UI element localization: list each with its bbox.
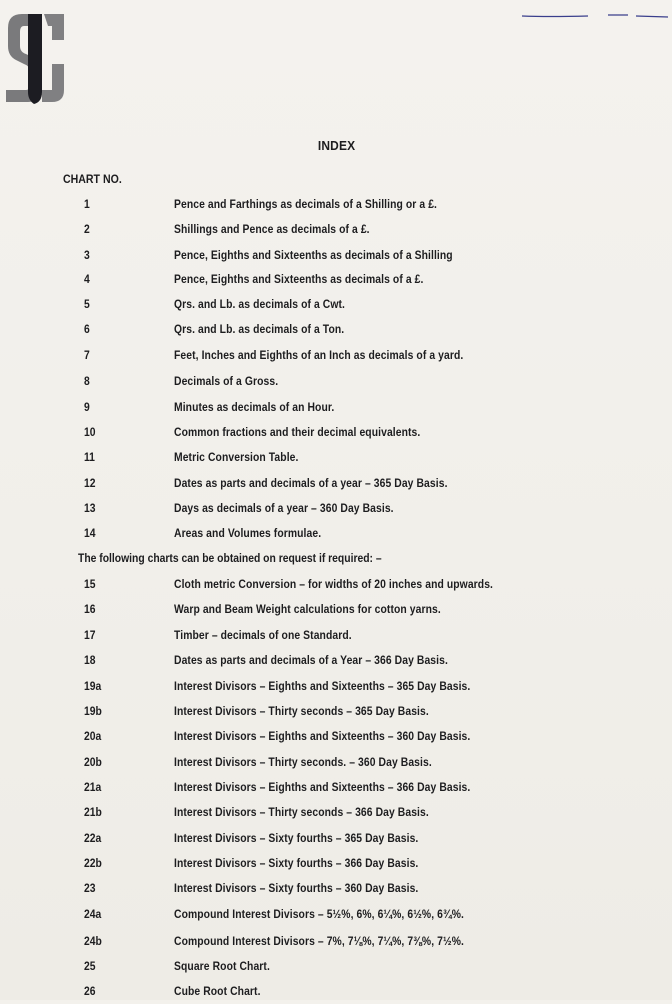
chart-description: Common fractions and their decimal equivalents. — [174, 427, 421, 439]
logo-dark-stroke — [28, 14, 42, 104]
chart-description: Compound Interest Divisors – 7%, 7⅛%, 7¼%, 7⅜%, 7½%. — [174, 936, 464, 948]
chart-number: 11 — [84, 452, 95, 464]
chart-description: Areas and Volumes formulae. — [174, 528, 322, 540]
chart-number: 26 — [84, 986, 96, 998]
index-entry — [0, 324, 672, 342]
chart-number: 25 — [84, 961, 96, 973]
chart-number: 16 — [84, 604, 96, 616]
chart-description: Interest Divisors – Eighths and Sixteenths – 366 Day Basis. — [174, 782, 471, 794]
sc-logo — [2, 12, 66, 104]
on-request-note: The following charts can be obtained on request if required: – — [78, 553, 382, 565]
column-header-chart-no: CHART NO. — [63, 174, 122, 186]
index-entry — [0, 350, 672, 368]
chart-description: Interest Divisors – Thirty seconds. – 360 Day Basis. — [174, 757, 432, 769]
chart-description: Decimals of a Gross. — [174, 376, 279, 388]
index-entry — [0, 731, 672, 749]
index-entry — [0, 604, 672, 622]
chart-number: 1 — [84, 199, 90, 211]
index-entry — [0, 199, 672, 217]
chart-number: 15 — [84, 579, 96, 591]
chart-number: 7 — [84, 350, 90, 362]
chart-number: 18 — [84, 655, 96, 667]
page-title: INDEX — [317, 138, 356, 153]
chart-number: 8 — [84, 376, 90, 388]
chart-description: Qrs. and Lb. as decimals of a Ton. — [174, 324, 345, 336]
chart-number: 12 — [84, 478, 96, 490]
chart-description: Qrs. and Lb. as decimals of a Cwt. — [174, 299, 346, 311]
index-entry — [0, 402, 672, 420]
chart-description: Shillings and Pence as decimals of a £. — [174, 224, 370, 236]
index-entry — [0, 250, 672, 268]
chart-description: Interest Divisors – Sixty fourths – 360 Day Basis. — [174, 883, 419, 895]
chart-description: Interest Divisors – Eighths and Sixteenths – 365 Day Basis. — [174, 681, 471, 693]
chart-description: Minutes as decimals of an Hour. — [174, 402, 335, 414]
pen-mark — [508, 6, 672, 20]
index-entry — [0, 376, 672, 394]
index-entry — [0, 807, 672, 825]
chart-number: 19b — [84, 706, 102, 718]
chart-description: Interest Divisors – Sixty fourths – 365 Day Basis. — [174, 833, 419, 845]
index-entry — [0, 757, 672, 775]
chart-number: 6 — [84, 324, 90, 336]
chart-number: 4 — [84, 274, 90, 286]
chart-number: 20b — [84, 757, 102, 769]
chart-number: 13 — [84, 503, 96, 515]
chart-description: Dates as parts and decimals of a year – 365 Day Basis. — [174, 478, 448, 490]
chart-description: Timber – decimals of one Standard. — [174, 630, 352, 642]
chart-number: 24a — [84, 909, 102, 921]
chart-number: 22b — [84, 858, 102, 870]
chart-number: 24b — [84, 936, 102, 948]
logo-letter-c — [42, 14, 64, 102]
chart-number: 9 — [84, 402, 90, 414]
chart-number: 3 — [84, 250, 90, 262]
chart-number: 21b — [84, 807, 102, 819]
index-entry — [0, 961, 672, 979]
index-entry — [0, 936, 672, 954]
chart-description: Interest Divisors – Eighths and Sixteenths – 360 Day Basis. — [174, 731, 471, 743]
chart-description: Interest Divisors – Sixty fourths – 366 Day Basis. — [174, 858, 419, 870]
index-entry — [0, 858, 672, 876]
chart-number: 10 — [84, 427, 96, 439]
chart-description: Feet, Inches and Eighths of an Inch as decimals of a yard. — [174, 350, 464, 362]
chart-number: 14 — [84, 528, 96, 540]
index-entry — [0, 427, 672, 445]
index-entry — [0, 909, 672, 927]
chart-description: Pence and Farthings as decimals of a Shilling or a £. — [174, 199, 438, 211]
chart-description: Interest Divisors – Thirty seconds – 365 Day Basis. — [174, 706, 429, 718]
chart-description: Interest Divisors – Thirty seconds – 366 Day Basis. — [174, 807, 429, 819]
index-entry — [0, 986, 672, 1004]
chart-number: 23 — [84, 883, 96, 895]
chart-description: Cloth metric Conversion – for widths of 20 inches and upwards. — [174, 579, 494, 591]
index-entry — [0, 299, 672, 317]
index-entry — [0, 655, 672, 673]
index-entry — [0, 224, 672, 242]
chart-description: Cube Root Chart. — [174, 986, 261, 998]
index-entry — [0, 528, 672, 546]
index-entry — [0, 503, 672, 521]
chart-description: Compound Interest Divisors – 5½%, 6%, 6¼%, 6½%, 6¾%. — [174, 909, 464, 921]
index-entry — [0, 782, 672, 800]
chart-number: 20a — [84, 731, 102, 743]
chart-description: Warp and Beam Weight calculations for cotton yarns. — [174, 604, 441, 616]
index-entry — [0, 883, 672, 901]
chart-number: 21a — [84, 782, 102, 794]
index-entry — [0, 630, 672, 648]
index-entry — [0, 579, 672, 597]
chart-description: Days as decimals of a year – 360 Day Basis. — [174, 503, 394, 515]
index-entry — [0, 478, 672, 496]
chart-number: 17 — [84, 630, 96, 642]
index-entry — [0, 681, 672, 699]
chart-number: 5 — [84, 299, 90, 311]
chart-description: Pence, Eighths and Sixteenths as decimals of a £. — [174, 274, 424, 286]
chart-description: Metric Conversion Table. — [174, 452, 299, 464]
index-entry — [0, 706, 672, 724]
chart-description: Dates as parts and decimals of a Year – 366 Day Basis. — [174, 655, 448, 667]
index-entry — [0, 833, 672, 851]
chart-description: Pence, Eighths and Sixteenths as decimals of a Shilling — [174, 250, 453, 262]
chart-number: 2 — [84, 224, 90, 236]
index-entry — [0, 452, 672, 470]
index-entry — [0, 274, 672, 292]
chart-description: Square Root Chart. — [174, 961, 270, 973]
chart-number: 19a — [84, 681, 102, 693]
chart-number: 22a — [84, 833, 102, 845]
